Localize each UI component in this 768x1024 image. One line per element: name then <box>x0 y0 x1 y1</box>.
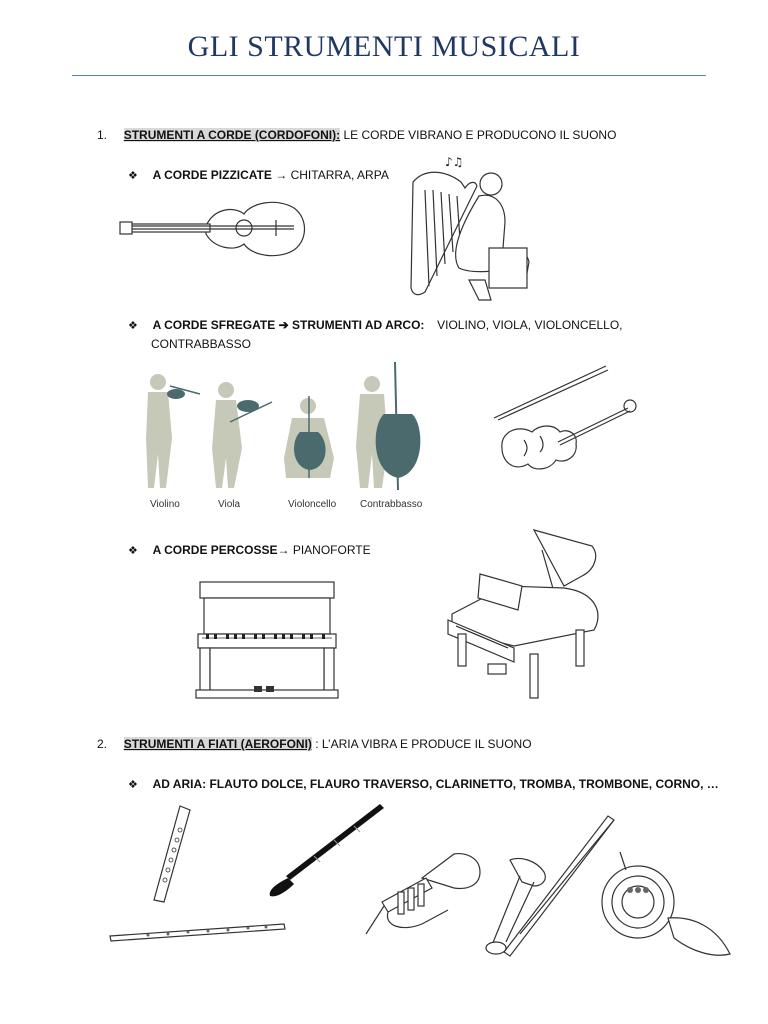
sfregate-sub: STRUMENTI AD ARCO: <box>291 318 425 332</box>
section1-heading-line <box>97 128 616 142</box>
section1-number: 1. <box>97 128 108 142</box>
trumpet-image <box>362 848 486 944</box>
aria-label: AD ARIA: <box>152 777 207 791</box>
section2-desc: : L’ARIA VIBRA E PRODUCE IL SUONO <box>311 737 532 751</box>
bullet-icon: ❖ <box>128 170 138 182</box>
section2-number: 2. <box>97 737 108 751</box>
recorder-image <box>150 802 196 910</box>
section1-desc: LE CORDE VIBRANO E PRODUCONO IL SUONO <box>340 128 617 142</box>
aria-items: FLAUTO DOLCE, FLAURO TRAVERSO, CLARINETTO, TROMBA, TROMBONE, CORNO, … <box>209 777 719 791</box>
harp-image <box>405 152 535 304</box>
violin-image <box>488 362 643 480</box>
section2-heading: STRUMENTI A FIATI (AEROFONI) <box>123 737 312 751</box>
sfregate-label: A CORDE SFREGATE <box>152 318 276 332</box>
caption-violoncello: Violoncello <box>288 499 337 510</box>
caption-contrabbasso: Contrabbasso <box>360 499 423 510</box>
bullet-pizzicate <box>128 168 389 182</box>
flute-image <box>108 918 288 944</box>
svg-text:♪♫: ♪♫ <box>445 155 464 169</box>
string-players-image <box>140 358 430 510</box>
page-title: GLI STRUMENTI MUSICALI <box>187 30 581 63</box>
bullet-percosse <box>128 543 371 557</box>
section2-heading-line <box>97 737 532 751</box>
percosse-label: A CORDE PERCOSSE <box>152 543 278 557</box>
section1-heading: STRUMENTI A CORDE (CORDOFONI): <box>123 128 341 142</box>
bullet-sfregate <box>128 318 623 332</box>
caption-viola: Viola <box>218 499 241 510</box>
guitar-image <box>118 198 308 260</box>
sfregate-items-line1: VIOLINO, VIOLA, VIOLONCELLO, <box>437 318 623 332</box>
arrow-bold-icon: ➔ <box>278 318 289 332</box>
grand-piano-image <box>444 526 604 706</box>
french-horn-image <box>596 846 740 962</box>
arrow-icon: → <box>277 543 290 557</box>
pizzicate-label: A CORDE PIZZICATE <box>152 168 272 182</box>
bullet-icon: ❖ <box>128 779 138 791</box>
bullet-icon: ❖ <box>128 545 138 557</box>
percosse-items: PIANOFORTE <box>292 543 371 557</box>
upright-piano-image <box>192 578 342 703</box>
pizzicate-items: CHITARRA, ARPA <box>290 168 389 182</box>
bullet-icon: ❖ <box>128 320 138 332</box>
arrow-icon: → <box>275 168 288 182</box>
caption-violino: Violino <box>150 499 180 510</box>
bullet-aria <box>128 777 719 791</box>
sfregate-items-line2: CONTRABBASSO <box>151 337 252 351</box>
title-rule <box>72 75 706 76</box>
